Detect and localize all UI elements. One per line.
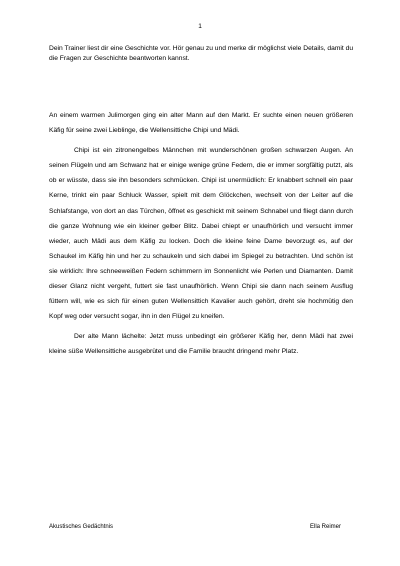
footer-author: Ella Reimer (310, 524, 342, 530)
story-paragraph-2: Chipi ist ein zitronengelbes Männchen mit wunderschönen großen schwarzen Augen. An seinen Flügeln und am Schwanz hat er einige wenige grüne Federn, die er immer sorgfältig putzt, als ob er wüsste, dass sie ihn besonders schmücken. Chipi ist unermüdlich: Er knabbert schnell ein paar Kerne, trinkt ein paar Schluck Wasser, spielt mit dem Glöckchen, wechselt von der Leiter auf die Schlafstange, von dort an das Türchen, öffnet es geschickt mit seinem Schnabel und fliegt dann durch die ganze Wohnung wie ein kleiner gelber Blitz. Dabei chiept er unaufhörlich und versucht immer wieder, auch Mädi aus dem Käfig zu locken. Doch die kleine feine Dame bevorzugt es, auf der Schaukel im Käfig hin und her zu schaukeln und sich dabei im Spiegel zu betrachten. Und schön ist sie wirklich: Ihre schneeweißen Federn schimmern im Sonnenlicht wie Perlen und Diamanten. Damit dieser Glanz nicht vergeht, futtert sie fast unaufhörlich. Wenn Chipi sie dann nach seinem Ausflug füttern will, wie es sich für einen guten Wellensittich Kavalier auch gehört, dreht sie hochmütig den Kopf weg oder versucht sogar, ihn in den Flügel zu kneifen. (49, 147, 353, 321)
page-number: 1 (198, 23, 202, 30)
story-body (49, 108, 353, 360)
instruction-text: Dein Trainer liest dir eine Geschichte vor. Hör genau zu und merke dir möglichst viele Details, damit du die Fragen zur Geschichte beantworten kannst. (49, 45, 354, 62)
story-paragraph-1: An einem warmen Julimorgen ging ein alter Mann auf den Markt. Er suchte einen neuen größeren Käfig für seine zwei Lieblinge, die Wellensittiche Chipi und Mädi. (49, 112, 353, 135)
footer-title: Akustisches Gedächtnis (49, 524, 114, 530)
story-paragraph-3: Der alte Mann lächelte: Jetzt muss unbedingt ein größerer Käfig her, denn Mädi hat zwei kleine süße Wellensittiche ausgebrütet und die Familie braucht dringend mehr Platz. (49, 333, 353, 356)
